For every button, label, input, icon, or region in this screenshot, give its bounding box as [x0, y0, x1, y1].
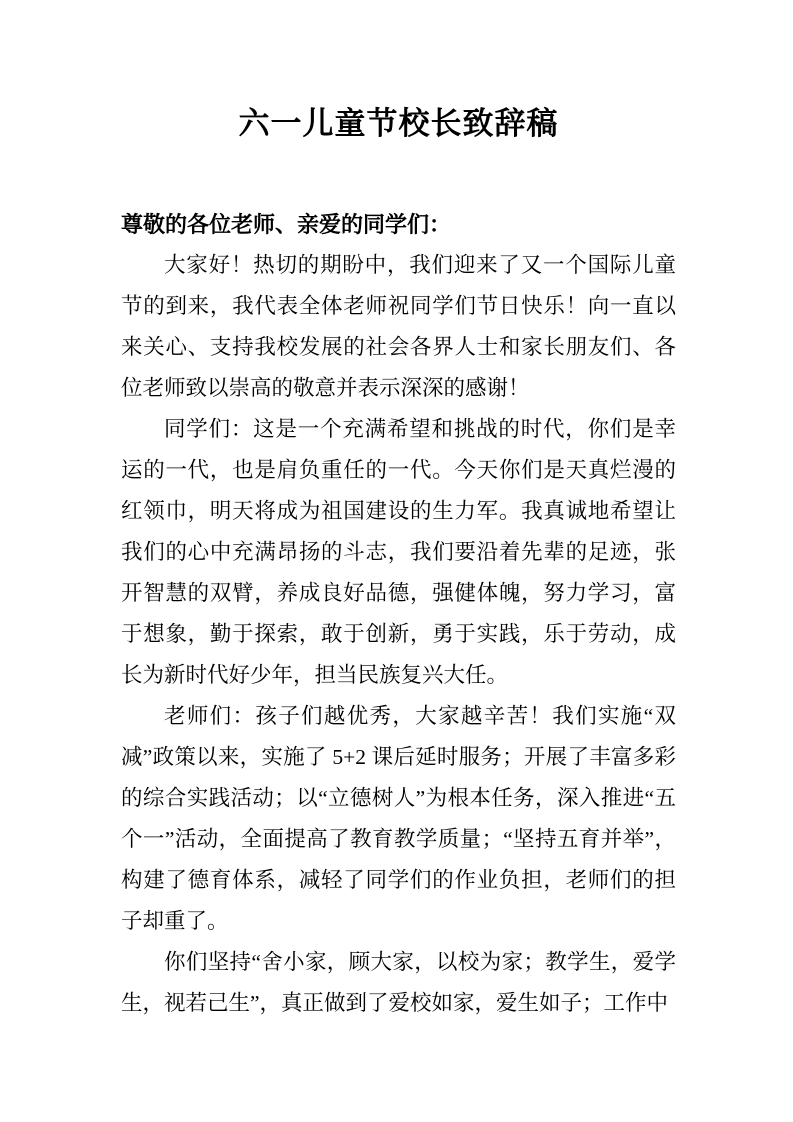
paragraph-students: 同学们：这是一个充满希望和挑战的时代，你们是幸运的一代，也是肩负重任的一代。今天你们是天真烂漫的红领巾，明天将成为祖国建设的生力军。我真诚地希望让我们的心中充满昂扬的斗志，我们要沿着先辈的足迹，张开智慧的双臂，养成良好品德，强健体魄，努力学习，富于想象，勤于探索，敢于创新，勇于实践，乐于劳动，成长为新时代好少年，担当民族复兴大任。 [121, 417, 676, 687]
paragraph-teachers: 老师们：孩子们越优秀，大家越辛苦！我们实施“双减”政策以来，实施了 5+2 课后延时服务；开展了丰富多彩的综合实践活动；以“立德树人”为根本任务，深入推进“五个一”活动，全面提高了教育教学质量；“坚持五育并举”，构建了德育体系，减轻了同学们的作业负担，老师们的担子却重了。 [121, 704, 676, 933]
document-title: 六一儿童节校长致辞稿 [238, 106, 559, 141]
paragraph-opening: 大家好！热切的期盼中，我们迎来了又一个国际儿童节的到来，我代表全体老师祝同学们节日快乐！向一直以来关心、支持我校发展的社会各界人士和家长朋友们、各位老师致以崇高的敬意并表示深深的感谢！ [121, 253, 676, 400]
paragraph-dedication: 你们坚持“舍小家，顾大家，以校为家；教学生，爱学生，视若己生”，真正做到了爱校如家，爱生如子；工作中 [121, 950, 676, 1015]
greeting-line: 尊敬的各位老师、亲爱的同学们： [121, 212, 452, 237]
